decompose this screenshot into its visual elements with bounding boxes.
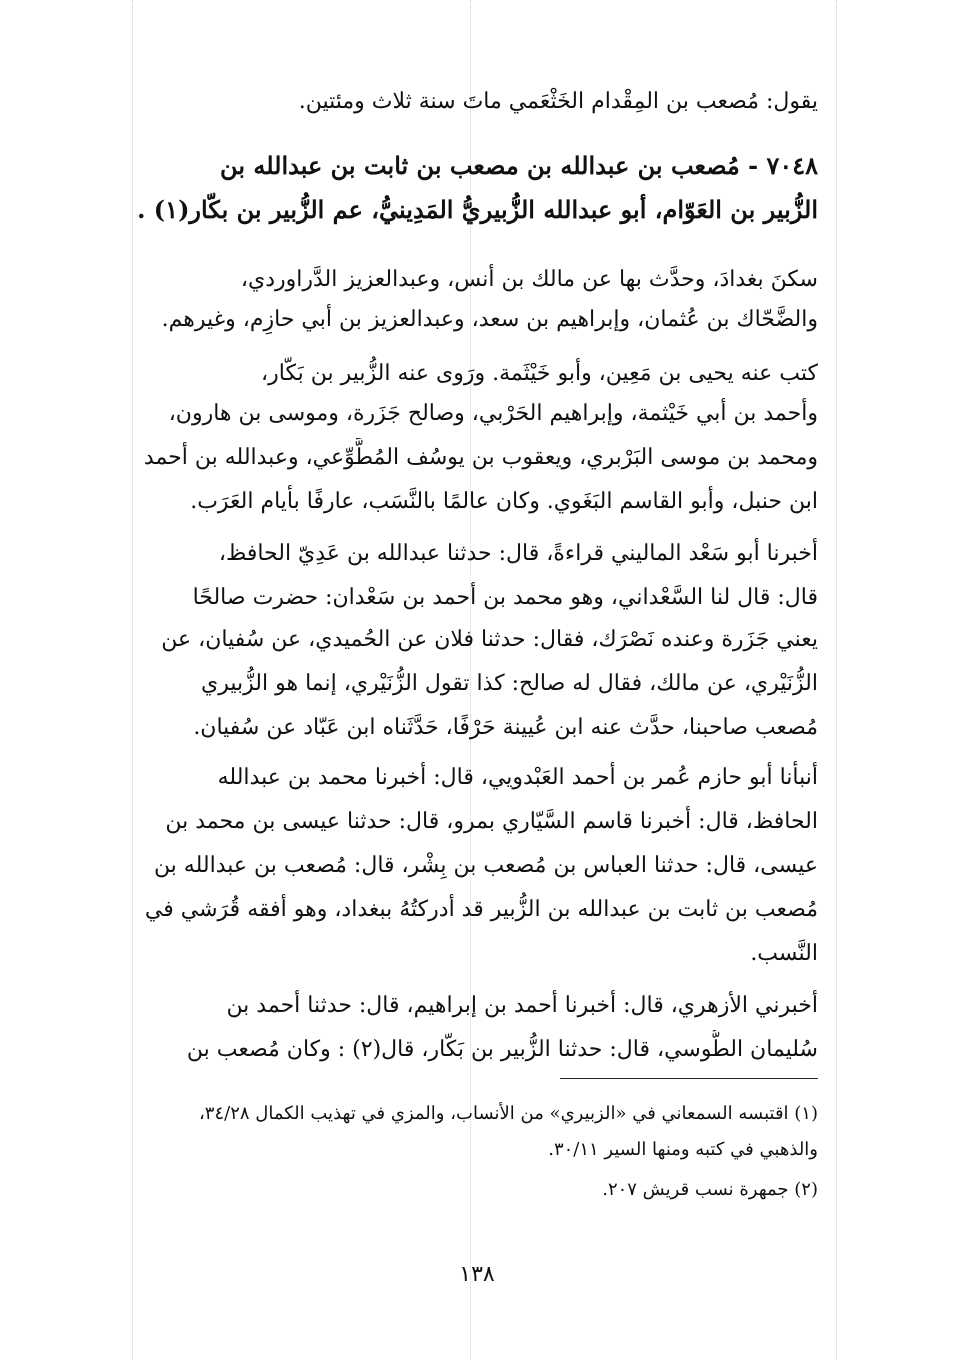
paragraph-1-line-2: والضَّحّاك بن عُثمان، وإبراهيم بن سعد، وعبدالعزيز بن أبي حازِم، وغيرهم. [161, 307, 818, 332]
paragraph-5-line-1: أخبرني الأزهري، قال: أخبرنا أحمد بن إبراهيم، قال: حدثنا أحمد بن [226, 993, 818, 1018]
main-text [98, 0, 818, 1360]
paragraph-2-line-3: ومحمد بن موسى البَرْبري، ويعقوب بن يوسُف المُطَّوِّعي، وعبدالله بن أحمد [143, 445, 818, 470]
paragraph-4-line-3: عيسى، قال: حدثنا العباس بن مُصعب بن بِشْر، قال: مُصعب بن عبدالله بن [153, 853, 818, 878]
paragraph-3-line-3: يعني جَزَرة وعنده نَصْرَك، فقال: حدثنا فلان عن الحُميدي، عن سُفيان، عن [161, 627, 818, 652]
footnote-2: (٢) جمهرة نسب قريش ٢٠٧. [602, 1179, 818, 1200]
paragraph-3-line-1: أخبرنا أبو سَعْد الماليني قراءةً، قال: حدثنا عبدالله بن عَدِيّ الحافظ، [218, 541, 818, 566]
paragraph-3-line-5: مُصعب صاحبنا، حدَّث عنه ابن عُيينة حَرْفًا، حَدَّثَناه ابن عَبّاد عن سُفيان. [193, 715, 818, 740]
paragraph-3-line-2: قال: قال لنا السَّعْداني، وهو محمد بن أحمد بن سَعْدان: حضرت صالحًا [192, 585, 818, 610]
entry-heading-line-1: ٧٠٤٨ - مُصعب بن عبدالله بن مصعب بن ثابت بن عبدالله بن [220, 151, 818, 180]
paragraph-3-line-4: الزُّنَيْري، عن مالك، فقال له صالح: كذا تقول الزُّنَيْري، إنما هو الزُّبيري [201, 671, 818, 696]
entry-heading-line-2: الزُّبير بن العَوّام، أبو عبدالله الزُّبيريُّ المَدِينيُّ، عم الزُّبير بن بكّار(١) . [137, 195, 818, 224]
paragraph-4-line-4: مُصعب بن ثابت بن عبدالله بن الزُّبير قد أدركتُهُ ببغداد، وهو أفقه قُرَشي في [144, 897, 818, 922]
paragraph-5-line-2: سُليمان الطُّوسي، قال: حدثنا الزُّبير بن بَكّار، قال(٢) : وكان مُصعب بن [186, 1037, 818, 1062]
page-number: ١٣٨ [459, 1262, 495, 1287]
paragraph-4-line-1: أنبأنا أبو حازم عُمر بن أحمد العَبْدويي، قال: أخبرنا محمد بن عبدالله [217, 765, 818, 790]
paragraph-1-line-1: سكنَ بغدادَ، وحدَّث بها عن مالك بن أنس، وعبدالعزيز الدَّراوردي، [240, 267, 818, 292]
intro-line: يقول: مُصعب بن المِقْدام الخَثْعَمي ماتَ سنة ثلاث ومئتين. [298, 89, 818, 114]
footnote-1-line-2: والذهبي في كتبه ومنها السير ٣٠/١١. [548, 1139, 818, 1160]
footnote-separator [560, 1078, 818, 1079]
scan-dotted-line [836, 0, 837, 1360]
paragraph-4-line-2: الحافظ، قال: أخبرنا قاسم السَّيّاري بمرو، قال: حدثنا عيسى بن محمد بن [165, 809, 818, 834]
paragraph-2-line-1: كتب عنه يحيى بن مَعِين، وأبو خَيْثَمة. ورَوى عنه الزُّبير بن بَكّار، [261, 361, 818, 386]
paragraph-4-line-5: النَّسب. [750, 941, 818, 966]
footnote-1-line-1: (١) اقتبسه السمعاني في «الزبيري» من الأنساب، والمزي في تهذيب الكمال ٣٤/٢٨، [198, 1103, 818, 1124]
paragraph-2-line-2: وأحمد بن أبي خَيْثمة، وإبراهيم الحَرْبي، وصالح جَزَرة، وموسى بن هارون، [168, 401, 818, 426]
paragraph-2-line-4: ابن حنبل، وأبو القاسم البَغَوي. وكان عالمًا بالنَّسَب، عارفًا بأيام العَرَب. [190, 489, 818, 514]
